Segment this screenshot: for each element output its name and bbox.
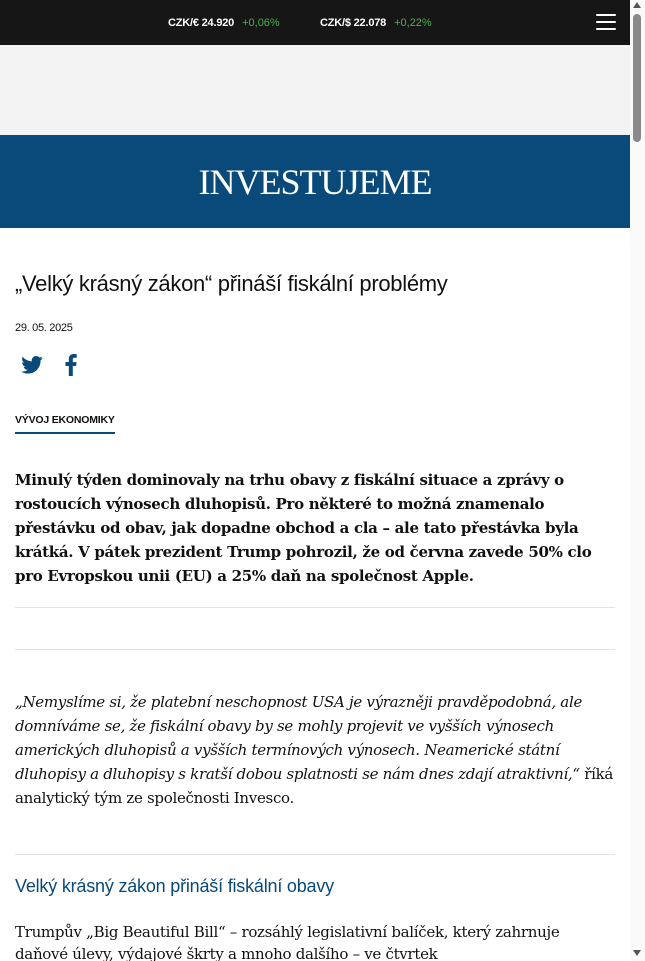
article-date: 29. 05. 2025 (15, 322, 73, 334)
site-logo[interactable]: INVESTUJEME (198, 161, 432, 202)
scrollbar[interactable] (630, 0, 645, 961)
article-quote (15, 690, 615, 810)
divider (15, 607, 615, 608)
article-title: „Velký krásný zákon“ přináší fiskální problémy (15, 271, 448, 296)
rate-eur[interactable] (168, 0, 280, 45)
menu-line (596, 21, 616, 23)
quote-attribution: říká analytický tým ze společnosti Invesco. (15, 765, 614, 807)
hamburger-menu-icon[interactable] (596, 14, 616, 30)
brand-header (0, 135, 630, 228)
social-share (21, 354, 77, 376)
article-body: Trumpův „Big Beautiful Bill“ – rozsáhlý legislativní balíček, který zahrnuje daňové úlevy, výdajové škrty a mnoho dalšího – ve čtvrtek (15, 923, 560, 961)
divider (15, 854, 615, 855)
rate-pair: CZK/€ 24.920 (168, 16, 235, 29)
twitter-icon[interactable] (21, 356, 43, 374)
rate-change: +0,06% (242, 16, 280, 29)
scroll-down-arrow-icon[interactable] (633, 950, 641, 956)
rate-pair: CZK/$ 22.078 (320, 16, 387, 29)
scroll-up-arrow-icon[interactable] (633, 2, 641, 8)
divider (15, 649, 615, 650)
ad-space (0, 45, 630, 135)
rate-change: +0,22% (394, 16, 432, 29)
rate-usd[interactable] (320, 0, 432, 45)
quote-text: „Nemyslíme si, že platební neschopnost USA je výrazněji pravděpodobná, ale domníváme se, že fiskální obavy by se mohly projevit ve vyšších výnosech amerických dluhopisů a vyšších termínových výnosech. Neamerické státní dluhopisy a dluhopisy s kratší dobou splatnosti se nám dnes zdají atraktivní,“ (15, 693, 583, 783)
facebook-icon[interactable] (65, 354, 77, 376)
menu-line (596, 14, 616, 16)
article-lead: Minulý týden dominovaly na trhu obavy z fiskální situace a zprávy o rostoucích výnosech dluhopisů. Pro některé to možná znamenalo přestávku od obav, jak dopadne obchod a cla – ale tato přestávka byla krátká. V pátek prezident Trump pohrozil, že od června zavede 50% clo pro Evropskou unii (EU) a 25% daň na společnost Apple. (15, 471, 592, 585)
scroll-thumb[interactable] (633, 14, 641, 142)
article-subheading: Velký krásný zákon přináší fiskální obavy (15, 876, 334, 896)
menu-line (596, 28, 616, 30)
category-tag[interactable]: VÝVOJ EKONOMIKY (15, 414, 115, 434)
top-ticker-bar (0, 0, 630, 45)
